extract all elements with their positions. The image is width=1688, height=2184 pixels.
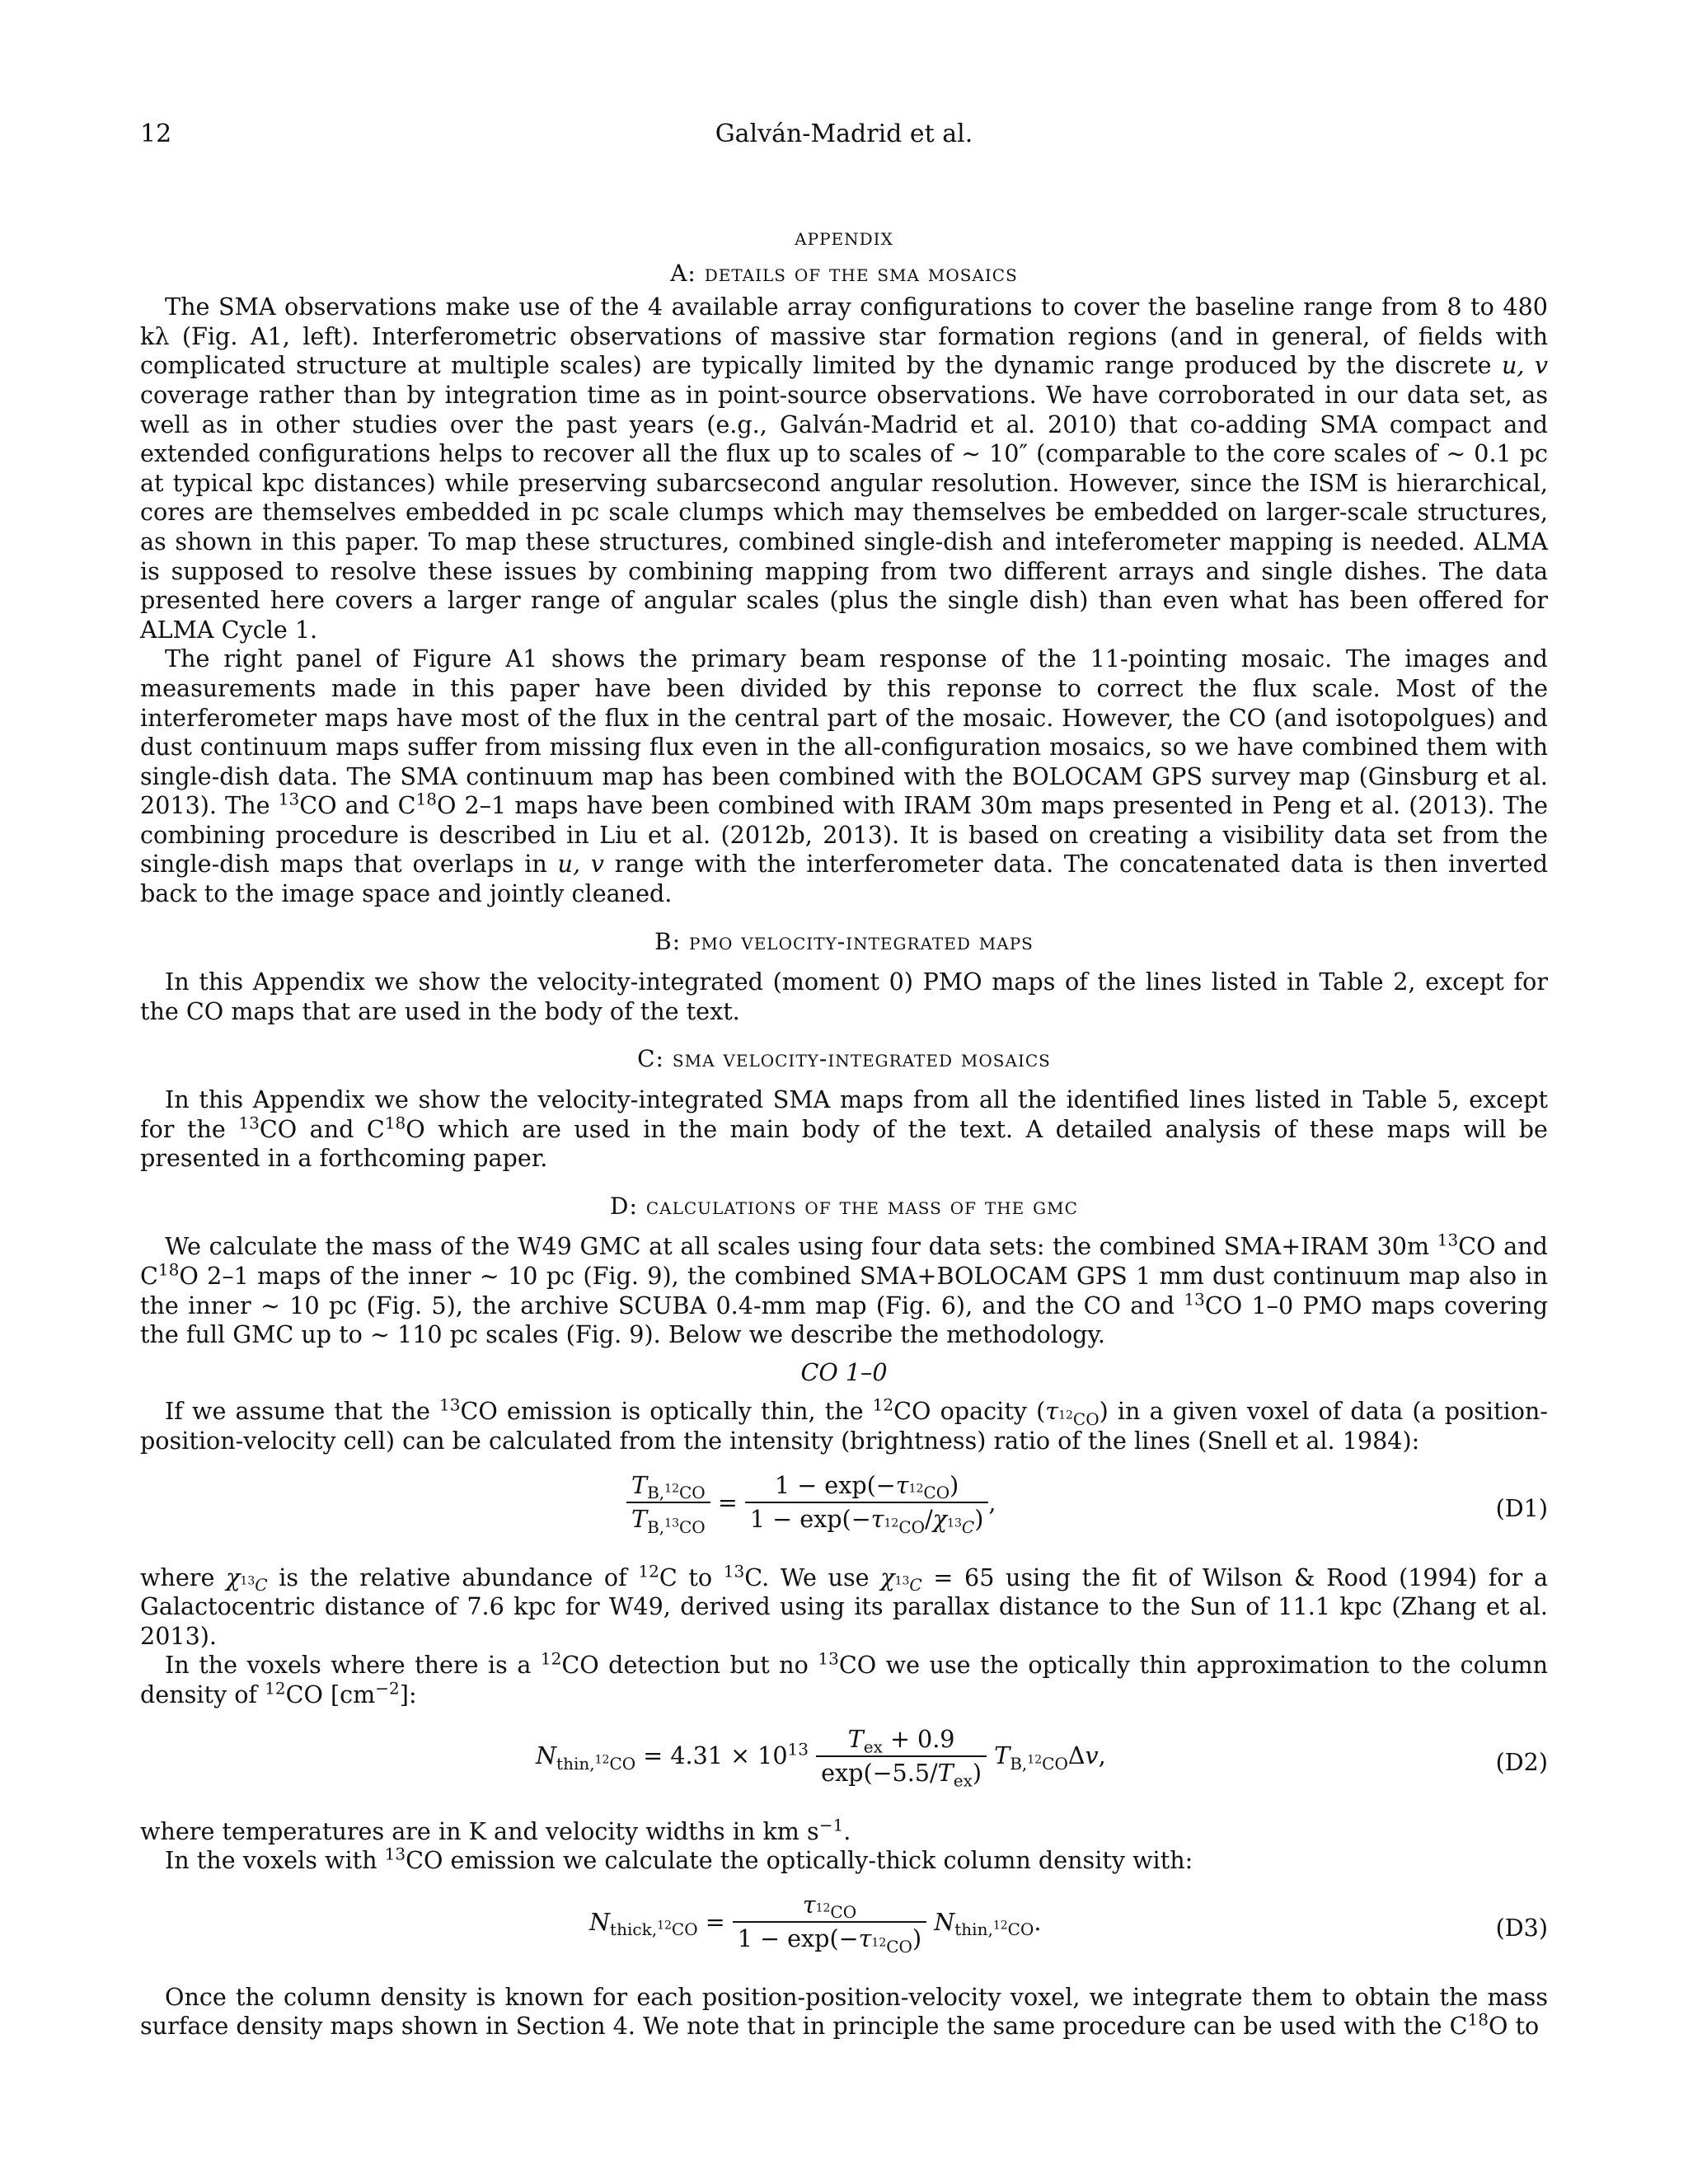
- equation-label: (D2): [1495, 1747, 1548, 1776]
- section-heading-b: B: pmo velocity-integrated maps: [654, 927, 1034, 955]
- running-head: [140, 120, 1548, 152]
- paragraph: The SMA observations make use of the 4 available array configurations to cover the baseline range from 8 to 480 kλ (Fig. A1, left). Interferometric observations of massive star formation regions (and in general, of fields with complicated structure at multiple scales) are typically limited by the dynamic range produced by the discrete u, v coverage rather than by integration time as in point-source observations. We have corroborated in our data set, as well as in other studies over the past years (e.g., Galván-Madrid et al. 2010) that co-adding SMA compact and extended configurations helps to recover all the flux up to scales of ∼ 10″ (comparable to the core scales of ∼ 0.1 pc at typical kpc distances) while preserving subarcsecond angular resolution. However, since the ISM is hierarchical, cores are themselves embedded in pc scale clumps which may themselves be embedded on larger-scale structures, as shown in this paper. To map these structures, combined single-dish and inteferometer mapping is needed. ALMA is supposed to resolve these issues by combining mapping from two different arrays and single dishes. The data presented here covers a larger range of angular scales (plus the single dish) than even what has been offered for ALMA Cycle 1.: [140, 293, 1548, 644]
- paragraph: where $\chi_{^{13}C}$ is the relative abundance of $^{12}$C to $^{13}$C. We use $\chi_{^{13}C} = 65$ using the fit of Wilson & Rood (1994) for a Galactocentric distance of 7.6 kpc for W49, derived using its parallax distance to the Sun of 11.1 kpc (Zhang et al. 2013).: [140, 1561, 1548, 1650]
- paragraph: If we assume that the $^{13}$CO emission is optically thin, the $^{12}$CO opacity $(\tau_{^{12}CO})$ in a given voxel of data (a position-position-velocity cell) can be calculated from the intensity (brightness) ratio of the lines (Snell et al. 1984):: [140, 1394, 1548, 1455]
- equation-d1: $\frac{T_{B,^{12}CO}}{T_{B,^{13}CO}}$ = $\frac{1 - \exp(-\tau_{^{12}CO})}{1 - \exp(-\tau_{^{12}CO}/\chi_{^{13}C})}$ , (D1): [140, 1471, 1548, 1550]
- page-number: 12: [140, 120, 172, 148]
- paragraph: The right panel of Figure A1 shows the primary beam response of the 11-pointing mosaic. The images and measurements made in this paper have been divided by this reponse to correct the flux scale. Most of the interferometer maps have most of the flux in the central part of the mosaic. However, the CO (and isotopolgues) and dust continuum maps suffer from missing flux even in the all-configuration mosaics, so we have combined them with single-dish data. The SMA continuum map has been combined with the BOLOCAM GPS survey map (Ginsburg et al. 2013). The $^{13}$CO and $C^{18}O$ 2–1 maps have been combined with IRAM 30m maps presented in Peng et al. (2013). The combining procedure is described in Liu et al. (2012b, 2013). It is based on creating a visibility data set from the single-dish maps that overlaps in u, v range with the interferometer data. The concatenated data is then inverted back to the image space and jointly cleaned.: [140, 644, 1549, 908]
- subsection-heading: CO 1–0: [800, 1357, 888, 1386]
- appendix-heading: appendix: [795, 223, 893, 251]
- running-head-authors: Galván-Madrid et al.: [715, 120, 973, 148]
- section-heading-d: D: calculations of the mass of the gmc: [610, 1192, 1078, 1220]
- section-heading-c: C: sma velocity-integrated mosaics: [637, 1045, 1051, 1073]
- equation-d3: $N_{thick,^{12}CO}$ = $\frac{\tau_{^{12}CO}}{1 - \exp(-\tau_{^{12}CO})}$ $N_{thin,^{12}CO}$. (D3): [589, 1890, 1548, 1957]
- equation-label: (D3): [1495, 1913, 1548, 1942]
- paragraph: In this Appendix we show the velocity-integrated (moment 0) PMO maps of the lines listed in Table 2, except for the CO maps that are used in the body of the text.: [140, 968, 1548, 1025]
- paper-body: [140, 223, 1548, 2041]
- paragraph: In the voxels with $^{13}$CO emission we calculate the optically-thick column density with:: [165, 1844, 1193, 1875]
- paragraph: Once the column density is known for each position-position-velocity voxel, we integrate them to obtain the mass surface density maps shown in Section 4. We note that in principle the same procedure can be used with the $C^{18}O$ to: [140, 1982, 1548, 2041]
- equation-label: (D1): [1495, 1493, 1548, 1522]
- paragraph: In the voxels where there is a $^{12}$CO detection but no $^{13}$CO we use the optically thin approximation to the column density of $^{12}$CO $[cm^{-2}]$:: [140, 1648, 1548, 1708]
- section-heading-a: A: details of the sma mosaics: [670, 259, 1018, 287]
- equation-d2: $N_{thin,^{12}CO} = 4.31 \times 10^{13}$ $\frac{T_{ex} + 0.9}{\exp(-5.5/T_{ex})}$ $T_{B,^{12}CO}\Delta v$, (D2): [536, 1724, 1548, 1791]
- paragraph: where temperatures are in K and velocity widths in km $s^{-1}$.: [140, 1815, 851, 1845]
- paragraph: In this Appendix we show the velocity-integrated SMA maps from all the identified lines listed in Table 5, except for the $^{13}$CO and $C^{18}O$ which are used in the main body of the text. A detailed analysis of these maps will be presented in a forthcoming paper.: [140, 1085, 1548, 1173]
- paragraph: We calculate the mass of the W49 GMC at all scales using four data sets: the combined SMA+IRAM 30m $^{13}$CO and $C^{18}O$ 2–1 maps of the inner ∼ 10 pc (Fig. 9), the combined SMA+BOLOCAM GPS 1 mm dust continuum map also in the inner ∼ 10 pc (Fig. 5), the archive SCUBA 0.4-mm map (Fig. 6), and the CO and $^{13}$CO 1–0 PMO maps covering the full GMC up to ∼ 110 pc scales (Fig. 9). Below we describe the methodology.: [140, 1230, 1549, 1349]
